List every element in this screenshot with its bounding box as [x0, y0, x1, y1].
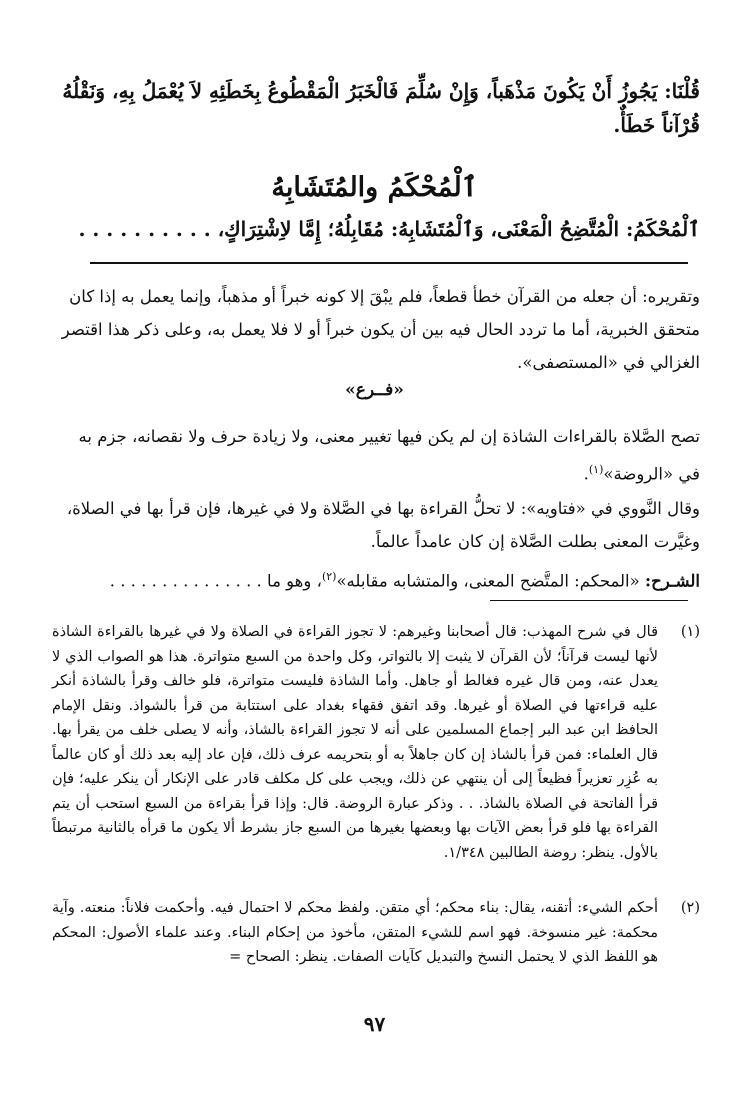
matn-paragraph-1: قُلْنَا: يَجُوزُ أَنْ يَكُونَ مَذْهَباً، وَإِنْ سُلِّمَ فَالْخَبَرُ الْمَقْطُوعُ بِخَطَئِهِ لاَ يُعْمَلُ بِهِ، وَنَقْلُهُ قُرْآناً خَطَأٌ. [62, 79, 700, 137]
page-number: ٩٧ [363, 1012, 386, 1036]
sharh-paragraph-4-text: «المحكم: المتَّضح المعنى، والمتشابه مقابله» [336, 571, 640, 591]
footnote-1-text: قال في شرح المهذب: قال أصحابنا وغيرهم: لا تجوز القراءة في الصلاة ولا في غيرها بالقراءة الشاذة لأنها ليست قرآناً؛ لأن القرآن لا يثبت إلا بالتواتر، وكل واحدة من السبع متواترة. هذا هو الصواب الذي لا يعدل عنه، ومن قال غيره فغالط أو جاهل. وأما الشاذة فليست متواترة، فلو خالف وقرأ بالشاذة أنكر عليه قراءتها في الصلاة أو غيرها. وقد اتفق فقهاء بغداد على استتابة من قرأ بالشواذ. ونقل الإمام الحافظ ابن عبد البر إجماع المسلمين على أنه لا تجوز القراءة بالشاذ، وأنه لا يصلى خلف من يقرأ بها. قال العلماء: فمن قرأ بالشاذ إن كان جاهلاً به أو بتحريمه عرف ذلك، فإن عاد إليه بعد ذلك أو كان عالماً به عُزِر تعزيراً فظيعاً إلى أن ينتهي عن ذلك، ويجب على كل مكلف قادر على الإنكار أن ينكر عليه؛ فإن قرأ الفاتحة في الصلاة بالشاذ. . . وذكر عبارة الروضة. قال: وإذا قرأ بقراءة من السبع استحب أن يتم القراءة بها فلو قرأ بعض الآيات بها وبعضها بغيرها من السبع جاز بشرط ألا يكون ما قرأه بالثانية مرتبطاً بالأول. ينظر: روضة الطالبين ١/٣٤٨. [52, 624, 658, 861]
footnote-2 [52, 896, 700, 970]
sharh-paragraph-4 [52, 560, 700, 598]
sharh-paragraph-1: وتقريره: أن جعله من القرآن خطأ قطعاً، فلم يبْقَ إلا كونه خبراً أو مذهباً، وإنما يعمل به إذا كان متحقق الخبرية، أما ما تردد الحال فيه بين أن يكون خبراً أو لا فلا يعمل به، وعلى ذكر هذا اقتصر الغزالي في «المستصفى». [61, 287, 700, 372]
sharh-paragraph-3: وقال النَّووي في «فتاويه»: لا تحلُّ القراءة بها في الصَّلاة ولا في غيرها، فإن قرأ بها في الصلاة، وغيَّرت المعنى بطلت الصَّلاة إن كان عامداً عالماً. [66, 499, 700, 551]
sharh-paragraph-2-text: تصح الصَّلاة بالقراءات الشاذة إن لم يكن فيها تغيير معنى، ولا زيادة حرف ولا نقصانه، جزم به في «الروضة» [78, 427, 700, 484]
matn-separator-rule [90, 262, 688, 264]
far-heading: «فــرع» [345, 380, 404, 400]
footnote-1-number: (١) [680, 624, 700, 640]
footnote-separator-rule [490, 600, 688, 601]
footnote-ref-1[interactable]: (١) [588, 463, 604, 476]
footnote-2-text: أحكم الشيء: أتقنه، يقال: بناء محكم؛ أي متقن. ولفظ محكم لا احتمال فيه. وأحكمت فلاناً: منعته. وآية محكمة: غير منسوخة. فهو اسم للشيء المتقن، مأخوذ من إحكام البناء. وعند علماء الأصول: المحكم هو اللفظ الذي لا يحتمل النسخ والتبديل كآيات الصفات. ينظر: الصحاح = [52, 900, 658, 965]
sharh-paragraph-4-tail: ، وهو ما . . . . . . . . . . . . . . . [109, 571, 322, 591]
sharh-paragraph-2: تصح الصَّلاة بالقراءات الشاذة إن لم يكن فيها تغيير معنى، ولا زيادة حرف ولا نقصانه، جزم به في «الروضة»$^{(١)}$. [78, 427, 700, 484]
footnote-ref-2[interactable]: (٢) [321, 570, 337, 583]
matn-paragraph-2: ٱلْمُحْكَمُ: الْمُتَّضِحُ الْمَعْنَى، وَٱلْمُتَشَابِهُ: مُقَابِلُهُ؛ إِمَّا لاِشْتِرَاكٍ، . . . . . . . . . . [78, 217, 700, 241]
sharh-label: الشـرح: [644, 571, 700, 591]
footnote-1 [52, 620, 700, 865]
footnote-2-number: (٢) [680, 900, 700, 916]
section-title: ٱلْمُحْكَمُ والمُتَشَابِهُ [271, 172, 478, 203]
